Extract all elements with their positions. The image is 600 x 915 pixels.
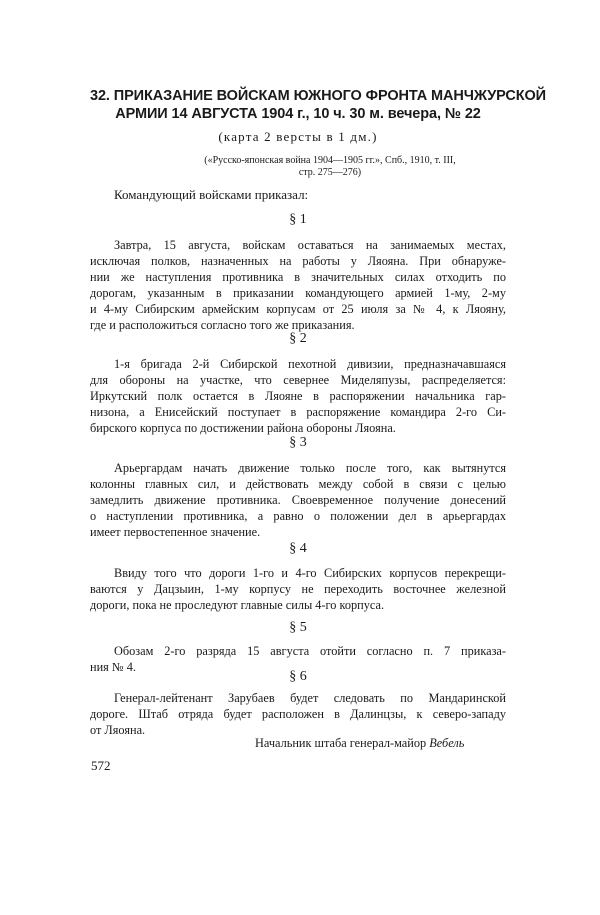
source-line-1: («Русско-японская война 1904—1905 гг.», Спб., 1910, т. III, [204,155,456,166]
intro-text: Командующий войсками приказал: [114,187,309,202]
paragraph-line: замедлить движение противника. Своевременное получение донесений [90,493,506,507]
section-1-paragraph [90,237,506,333]
paragraph-line: Обозам 2-го разряда 15 августа отойти согласно п. 7 приказа- [114,644,506,658]
section-2-paragraph [90,356,506,436]
paragraph-line: дороги, пока не проследуют главные силы 4-го корпуса. [90,598,385,612]
section-3-paragraph [90,460,506,540]
paragraph-line: ния № 4. [90,660,136,674]
paragraph-line: от Ляояна. [90,723,146,737]
paragraph-line: бирского корпуса по достижении района обороны Ляояна. [90,421,396,435]
section-4-heading: § 4 [289,541,307,556]
signature-role: Начальник штаба генерал-майор [255,736,427,750]
paragraph-line: Завтра, 15 августа, войскам оставаться на занимаемых местах, [114,238,506,252]
paragraph-line: имеет первостепенное значение. [90,525,261,539]
section-4-paragraph [90,565,506,613]
source-line-2: стр. 275—276) [298,167,362,178]
map-scale-note: (карта 2 версты в 1 дм.) [218,129,378,144]
section-1-heading: § 1 [289,212,307,227]
section-6-paragraph [90,690,506,738]
title-line-2: АРМИИ 14 АВГУСТА 1904 г., 10 ч. 30 м. вечера, № 22 [115,106,481,122]
section-6-heading: § 6 [289,669,307,684]
paragraph-line: исключая полков, назначенных на работы у Ляояна. При обнаруже- [90,254,506,268]
paragraph-line: Ввиду того что дороги 1-го и 4-го Сибирских корпусов перекрещи- [114,566,506,580]
paragraph-line: где и расположиться согласно того же приказания. [90,318,355,332]
paragraph-line: нии же наступления противника в значительных силах отходить по [90,270,506,284]
paragraph-line: Генерал-лейтенант Зарубаев будет следовать по Мандаринской [114,691,506,705]
paragraph-line: низона, а Енисейский поступает в распоряжение командира 2-го Си- [90,405,506,419]
signature-line [255,736,464,751]
page-number: 572 [91,758,111,773]
title-line-1: 32. ПРИКАЗАНИЕ ВОЙСКАМ ЮЖНОГО ФРОНТА МАНЧЖУРСКОЙ [90,88,546,104]
paragraph-line: дороге. Штаб отряда будет расположен в Далинцзы, к северо-западу [90,707,506,721]
signature-name: Вебель [429,736,465,750]
source-citation [150,155,510,179]
paragraph-line: Арьергардам начать движение только после того, как вытянутся [114,461,506,475]
paragraph-line: Иркутский полк остается в Ляояне в распоряжении начальника гар- [90,389,506,403]
paragraph-line: дорогам, указанным в приказании командующего армией 1-му, 2-му [90,286,506,300]
section-5-heading: § 5 [289,620,307,635]
paragraph-line: ваются у Дацзыин, 1-му корпусу не переходить восточнее железной [90,582,506,596]
paragraph-line: о наступлении противника, а равно о положении дел в арьергардах [90,509,506,523]
paragraph-line: для обороны на участке, что севернее Миделяпузы, распределяется: [90,373,506,387]
section-2-heading: § 2 [289,331,307,346]
paragraph-line: колонны главных сил, и действовать между собой в связи с целью [90,477,506,491]
document-title [90,87,546,123]
paragraph-line: 1-я бригада 2-й Сибирской пехотной дивизии, предназначавшаяся [114,357,506,371]
section-3-heading: § 3 [289,435,307,450]
paragraph-line: и 4-му Сибирским армейским корпусам от 25 июля за № 4, к Ляояну, [90,302,506,316]
